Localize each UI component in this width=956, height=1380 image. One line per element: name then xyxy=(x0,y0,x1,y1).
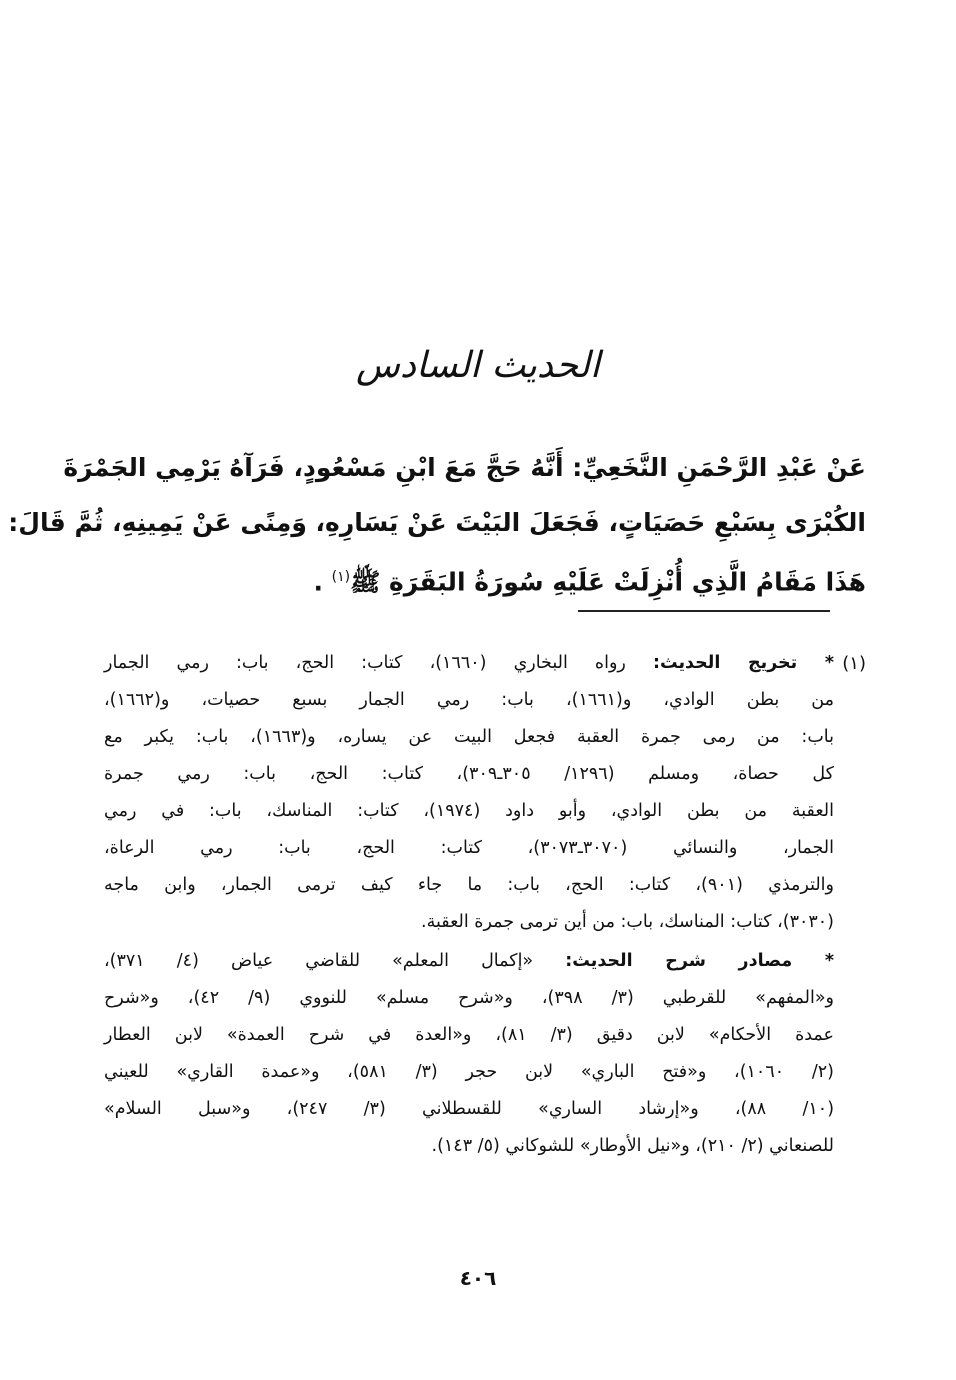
takhrij-line: (٣٠٣٠)، كتاب: المناسك، باب: من أين ترمى جمرة العقبة. xyxy=(421,912,834,932)
takhrij-line: كل حصاة، ومسلم (١٢٩٦/ ٣٠٥ـ٣٠٩)، كتاب: الحج، باب: رمي جمرة xyxy=(104,764,834,784)
sources-line: (٢/ ١٠٦٠)، و«فتح الباري» لابن حجر (٣/ ٥٨١)، و«عمدة القاري» للعيني xyxy=(104,1062,834,1082)
sources-line: للصنعاني (٢/ ٢١٠)، و«نيل الأوطار» للشوكاني (٥/ ١٤٣). xyxy=(431,1136,834,1156)
hadith-line: عَنْ عَبْدِ الرَّحْمَنِ النَّخَعِيِّ: أَنَّهُ حَجَّ مَعَ ابْنِ مَسْعُودٍ، فَرَآهُ يَرْمِي الجَمْرَةَ xyxy=(63,453,866,482)
footnotes xyxy=(104,645,834,1165)
takhrij-text: رواه البخاري (١٦٦٠)، كتاب: الحج، باب: رمي الجمار xyxy=(104,653,626,673)
page-number: ٤٠٦ xyxy=(459,1266,497,1290)
takhrij-line xyxy=(104,645,834,682)
sources-line: عمدة الأحكام» لابن دقيق (٣/ ٨١)، و«العدة في شرح العمدة» لابن العطار xyxy=(104,1025,834,1045)
hadith-end: . xyxy=(313,567,332,597)
sources-text: «إكمال المعلم» للقاضي عياض (٤/ ٣٧١)، xyxy=(104,951,534,971)
footnote-reference: (١) xyxy=(331,569,351,585)
takhrij-line: العقبة من بطن الوادي، وأبو داود (١٩٧٤)، كتاب: المناسك، باب: في رمي xyxy=(104,801,834,821)
sources-line: (١٠/ ٨٨)، و«إرشاد الساري» للقسطلاني (٣/ ٢٤٧)، و«سبل السلام» xyxy=(104,1099,835,1119)
takhrij-line: والترمذي (٩٠١)، كتاب: الحج، باب: ما جاء كيف ترمى الجمار، وابن ماجه xyxy=(104,875,834,895)
takhrij-line: من بطن الوادي، و(١٦٦١)، باب: رمي الجمار بسبع حصيات، و(١٦٦٢)، xyxy=(104,690,835,710)
sources-label: * مصادر شرح الحديث: xyxy=(565,951,834,971)
hadith-line xyxy=(104,550,866,605)
hadith-title: الحديث السادس xyxy=(356,345,600,386)
hadith-line: الكُبْرَى بِسَبْعِ حَصَيَاتٍ، فَجَعَلَ البَيْتَ عَنْ يَسَارِهِ، وَمِنًى عَنْ يَمِينِهِ، ثُمَّ قَالَ: xyxy=(8,508,866,537)
footnote-separator xyxy=(578,610,830,612)
takhrij-label: * تخريج الحديث: xyxy=(652,653,834,673)
sources-line: و«المفهم» للقرطبي (٣/ ٣٩٨)، و«شرح مسلم» للنووي (٩/ ٤٢)، و«شرح xyxy=(104,988,835,1008)
hadith-text xyxy=(8,440,866,605)
sources-line xyxy=(104,943,834,980)
hadith-line-text: هَذَا مَقَامُ الَّذِي أُنْزِلَتْ عَلَيْهِ سُورَةُ البَقَرَةِ ﷺ xyxy=(350,567,866,597)
takhrij-line: باب: من رمى جمرة العقبة فجعل البيت عن يساره، و(١٦٦٣)، باب: يكبر مع xyxy=(104,727,834,747)
takhrij-line: الجمار، والنسائي (٣٠٧٠ـ٣٠٧٣)، كتاب: الحج، باب: رمي الرعاة، xyxy=(104,838,834,858)
footnote-number: (١) xyxy=(842,653,866,674)
